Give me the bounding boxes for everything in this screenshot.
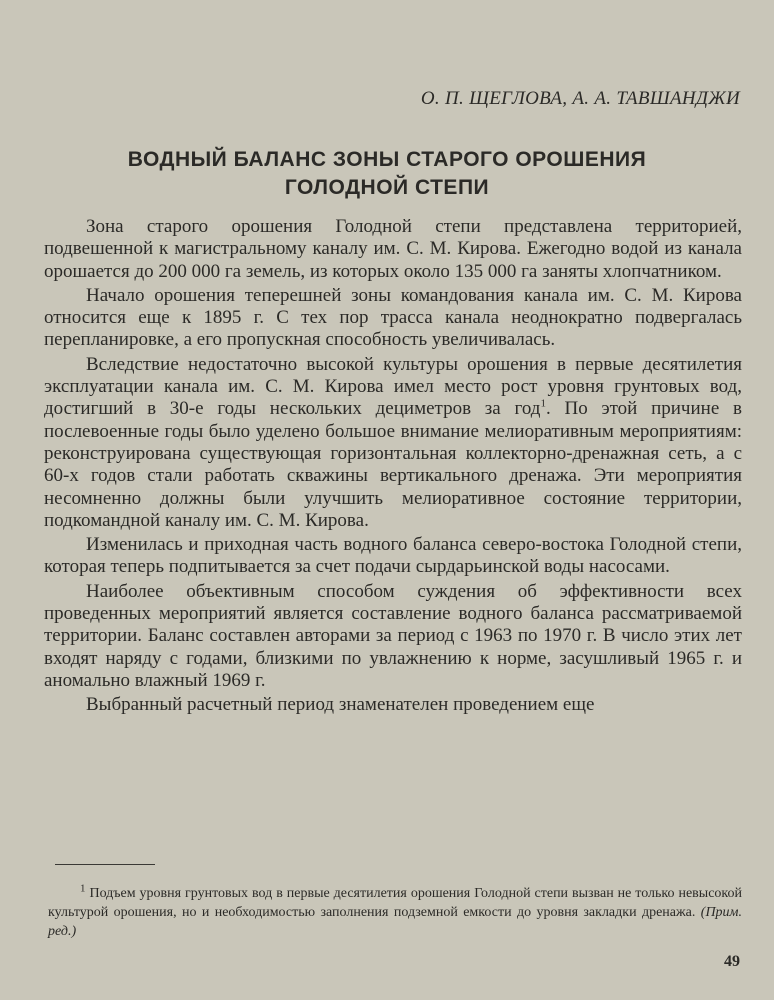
paragraph-2: Начало орошения теперешней зоны командования канала им. С. М. Кирова относится еще к 1895 г. С тех пор трасса канала неоднократно подвергалась перепланировке, а его пропускная способность увеличивалась. [44,284,742,351]
title-line-2: ГОЛОДНОЙ СТЕПИ [284,176,490,199]
paragraph-4: Изменилась и приходная часть водного баланса северо-востока Голодной степи, которая теперь подпитывается за счет подачи сырдарьинской воды насосами. [44,534,742,578]
footnote-text: Подъем уровня грунтовых вод в первые десятилетия орошения Голодной степи вызван не только невысокой культурой орошения, но и необходимостью заполнения подземной емкости до уровня закладки дренажа. [48,886,742,920]
paragraph-6: Выбранный расчетный период знаменателен проведением еще [86,694,595,716]
paragraph-3 [44,354,742,532]
authors-line: О. П. ЩЕГЛОВА, А. А. ТАВШАНДЖИ [420,88,740,109]
page-number: 49 [724,953,740,970]
paragraph-3-part-a: Вследствие недостаточно высокой культуры орошения в первые десятилетия эксплуатации канала им. С. М. Кирова имел место рост уровня грунтовых вод, достигший в 30-е годы нескольких дециметров за год [44,353,742,420]
paragraph-5: Наиболее объективным способом суждения об эффективности всех проведенных мероприятий является составление водного баланса рассматриваемой территории. Баланс составлен авторами за период с 1963 по 1970 г. В число этих лет входят наряду с годами, близкими по увлажнению к норме, засушливый 1965 г. и аномально влажный 1969 г. [44,580,742,691]
footnote [48,884,742,941]
paragraph-3-part-b: . По этой причине в послевоенные годы было уделено большое внимание мелиоративным мероприятиям: реконструирована существующая горизонтальная коллекторно-дренажная сеть, а с 60-х годов стали работать скважины вертикального дренажа. Эти мероприятия несомненно должны были улучшить мелиоративное состояние территории, подкомандной каналу им. С. М. Кирова. [44,398,742,531]
footnote-editor-note: (Прим. ред.) [48,905,742,939]
paragraph-1: Зона старого орошения Голодной степи представлена территорией, подвешенной к магистральному каналу им. С. М. Кирова. Ежегодно водой из канала орошается до 200 000 га земель, из которых около 135 000 га заняты хлопчатником. [44,216,742,282]
footnote-divider [55,864,155,865]
article-body [44,216,742,719]
title-line-1: ВОДНЫЙ БАЛАНС ЗОНЫ СТАРОГО ОРОШЕНИЯ [127,148,647,171]
footnote-mark: 1 [80,882,86,895]
footnote-reference: 1 [540,398,546,411]
footnote-body [48,884,742,941]
article-title [0,146,774,202]
